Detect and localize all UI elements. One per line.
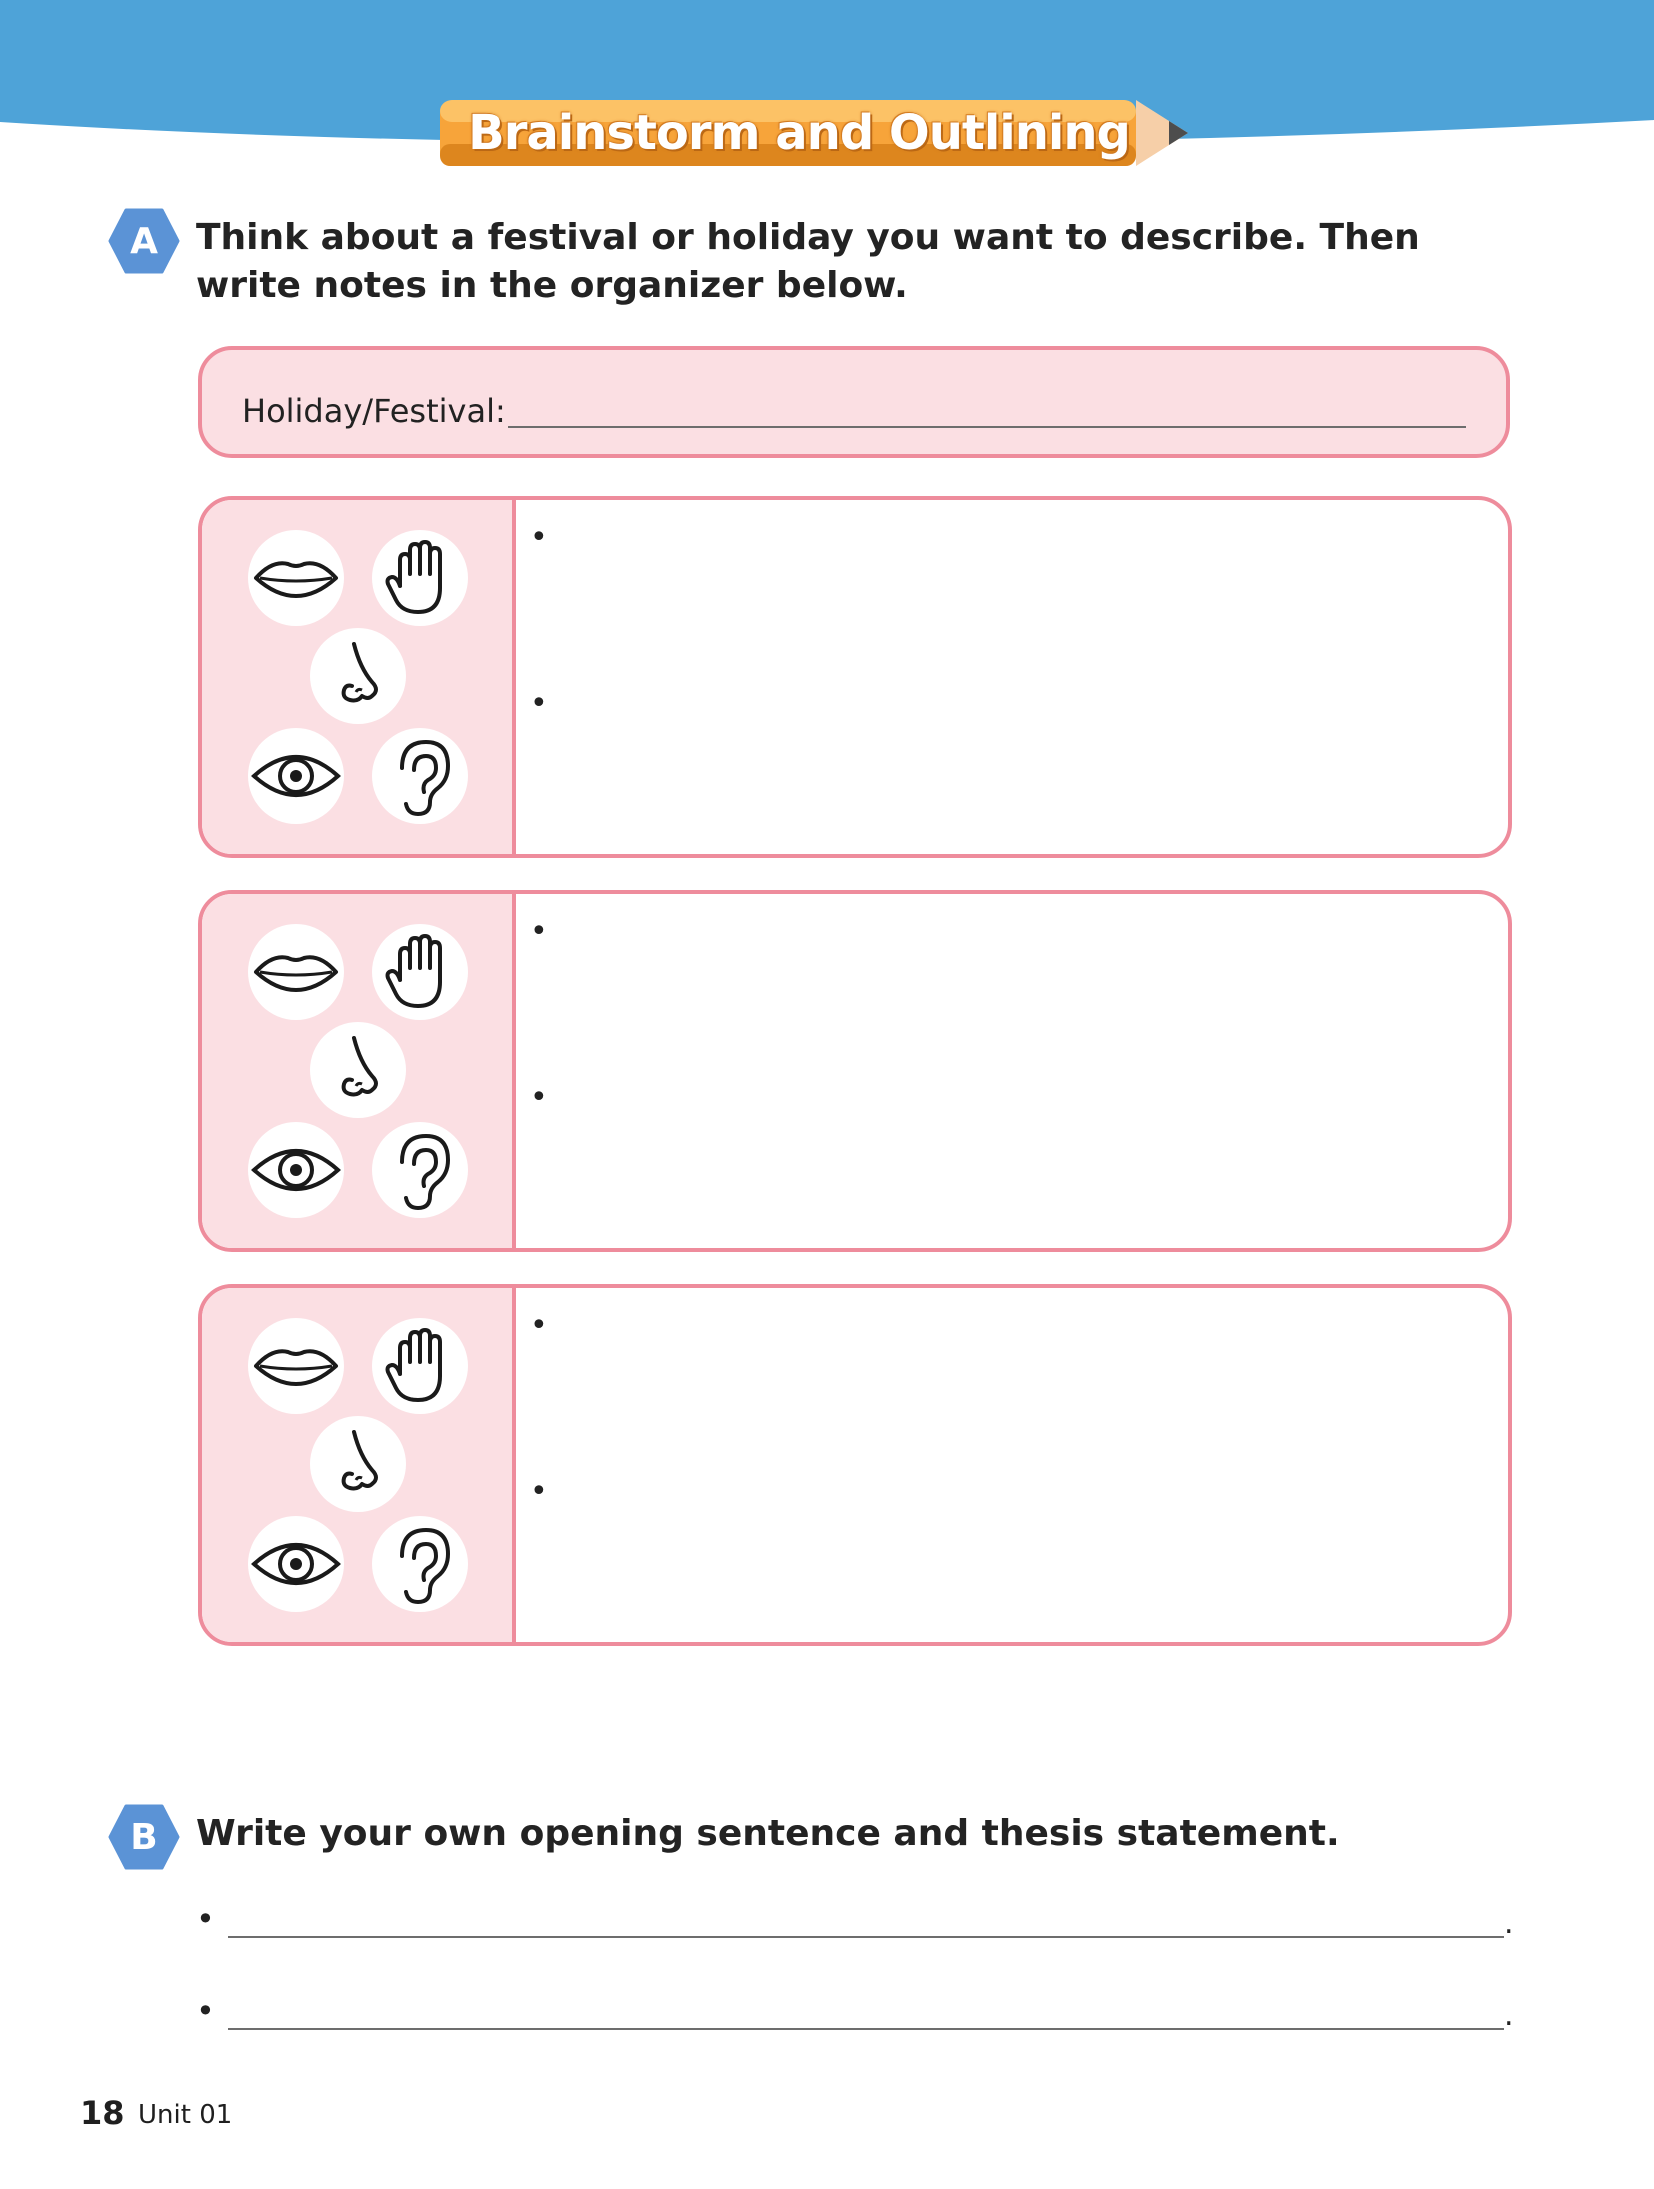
sense-icon-panel	[202, 1288, 516, 1642]
eye-icon	[248, 728, 344, 824]
note-bullet[interactable]: •	[530, 1080, 548, 1115]
sense-notes-box	[198, 496, 1512, 858]
answer-bullet: •	[196, 1900, 215, 1938]
section-a-instruction: Think about a festival or holiday you want to describe. Then write notes in the organizer below.	[196, 217, 1420, 306]
sense-notes-box	[198, 1284, 1512, 1646]
sense-icon-panel	[202, 894, 516, 1248]
ear-icon	[372, 1122, 468, 1218]
page-number: 18	[80, 2094, 125, 2132]
line-end-period: .	[1504, 1906, 1514, 1941]
note-bullet[interactable]: •	[530, 520, 548, 555]
page-title: Brainstorm and Outlining	[468, 105, 1130, 161]
note-bullet[interactable]: •	[530, 1474, 548, 1509]
eye-icon	[248, 1122, 344, 1218]
mouth-icon	[248, 530, 344, 626]
opening-sentence-line[interactable]	[228, 1936, 1504, 1938]
note-bullet[interactable]: •	[530, 1308, 548, 1343]
section-b-badge	[108, 1804, 180, 1870]
thesis-statement-line[interactable]	[228, 2028, 1504, 2030]
line-end-period: .	[1504, 1998, 1514, 2033]
pencil-title-banner	[436, 94, 1188, 178]
mouth-icon	[248, 1318, 344, 1414]
eye-icon	[248, 1516, 344, 1612]
ear-icon	[372, 1516, 468, 1612]
ear-icon	[372, 728, 468, 824]
nose-icon	[310, 1416, 406, 1512]
note-bullet[interactable]: •	[530, 914, 548, 949]
mouth-icon	[248, 924, 344, 1020]
sense-notes-box	[198, 890, 1512, 1252]
festival-label: Holiday/Festival:	[242, 392, 506, 430]
section-b-instruction: Write your own opening sentence and thesis statement.	[196, 1813, 1340, 1854]
section-b-letter: B	[130, 1816, 158, 1858]
answer-bullet: •	[196, 1992, 215, 2030]
hand-icon	[372, 530, 468, 626]
section-a-letter: A	[130, 220, 158, 262]
hand-icon	[372, 924, 468, 1020]
nose-icon	[310, 1022, 406, 1118]
nose-icon	[310, 628, 406, 724]
sense-icon-panel	[202, 500, 516, 854]
hand-icon	[372, 1318, 468, 1414]
festival-answer-line[interactable]	[508, 426, 1466, 428]
unit-label: Unit 01	[138, 2100, 233, 2130]
note-bullet[interactable]: •	[530, 686, 548, 721]
festival-box	[198, 346, 1510, 458]
section-a-badge	[108, 208, 180, 274]
